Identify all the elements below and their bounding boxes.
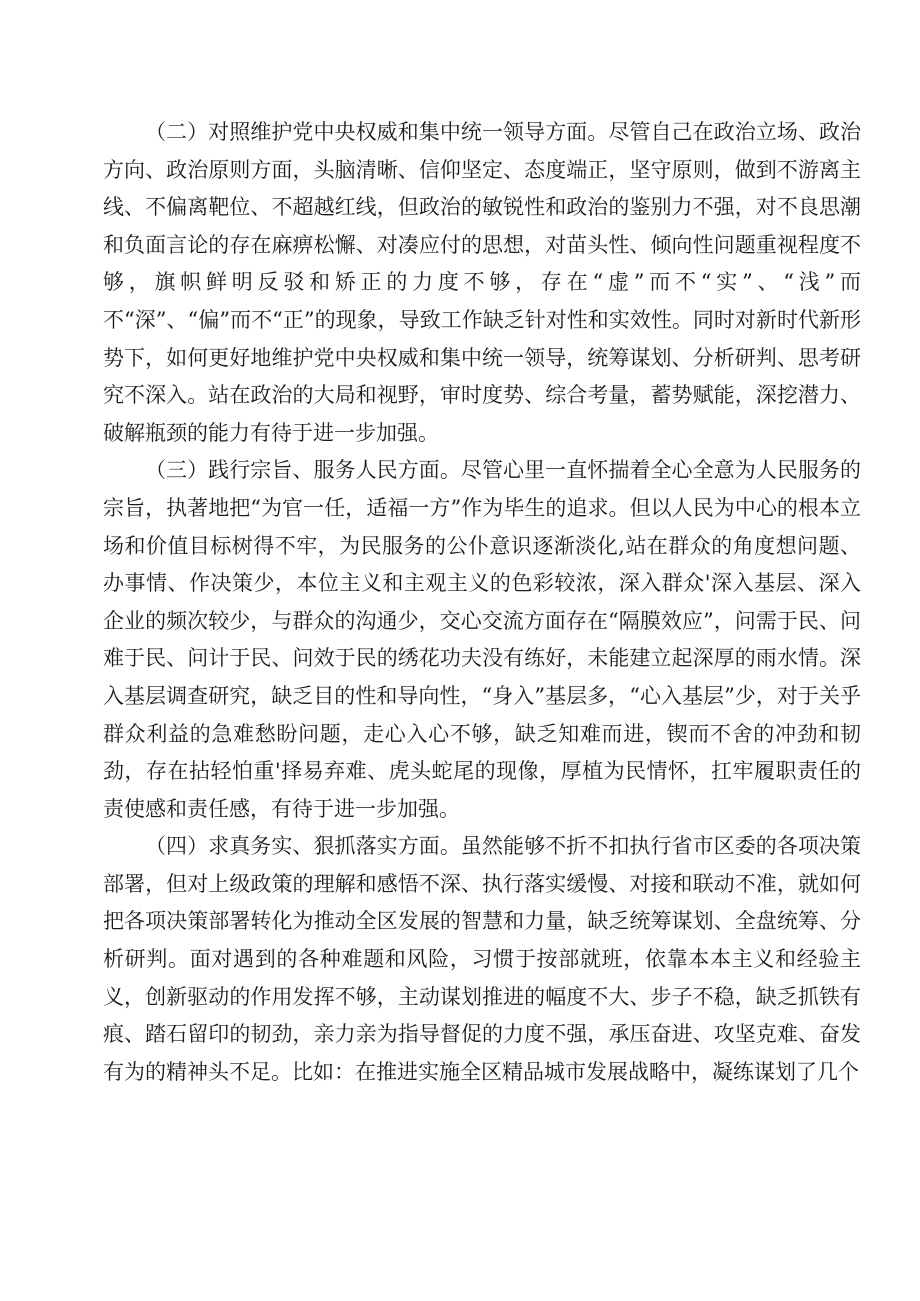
paragraph-section-3: （三）践行宗旨、服务人民方面。尽管心里一直怀揣着全心全意为人民服务的宗旨，执著地把“为官一任，适福一方”作为毕生的追求。但以人民为中心的根本立场和价值目标树得不牢，为民服务的公仆意识逐渐淡化,站在群众的角度想问题、办事情、作决策少，本位主义和主观主义的色彩较浓，深入群众'深入基层、深入企业的频次较少，与群众的沟通少，交心交流方面存在“隔膜效应”，问需于民、问难于民、问计于民、问效于民的绣花功夫没有练好，未能建立起深厚的雨水情。深入基层调查研究，缺乏目的性和导向性，“身入”基层多，“心入基层”少，对于关乎群众利益的急难愁盼问题，走心入心不够，缺乏知难而进，锲而不舍的冲劲和韧劲，存在拈轻怕重'择易弃难、虎头蛇尾的现像，厚植为民情怀，扛牢履职责任的责使感和责任感，有待于进一步加强。 [103, 458, 861, 821]
paragraph-section-4: （四）求真务实、狠抓落实方面。虽然能够不折不扣执行省市区委的各项决策部署，但对上级政策的理解和感悟不深、执行落实缓慢、对接和联动不准，就如何把各项决策部署转化为推动全区发展的智慧和力量，缺乏统筹谋划、全盘统筹、分析研判。面对遇到的各种难题和风险，习惯于按部就班，依靠本本主义和经验主义，创新驱动的作用发挥不够，主动谋划推进的幅度不大、步子不稳，缺乏抓铁有痕、踏石留印的韧劲，亲力亲为指导督促的力度不强，承压奋进、攻坚克难、奋发有为的精神头不足。比如：在推进实施全区精品城市发展战略中，凝练谋划了几个 [103, 834, 861, 1084]
paragraph-section-2: （二）对照维护党中央权威和集中统一领导方面。尽管自己在政治立场、政治方向、政治原则方面，头脑清晰、信仰坚定、态度端正，坚守原则，做到不游离主线、不偏离靶位、不超越红线，但政治的敏锐性和政治的鉴别力不强，对不良思潮和负面言论的存在麻痹松懈、对凑应付的思想，对苗头性、倾向性问题重视程度不够，旗帜鲜明反驳和矫正的力度不够，存在“虚”而不“实”、“浅”而不“深”、“偏”而不“正”的现象，导致工作缺乏针对性和实效性。同时对新时代新形势下，如何更好地维护党中央权威和集中统一领导，统筹谋划、分析研判、思考研究不深入。站在政治的大局和视野，审时度势、综合考量，蓄势赋能，深挖潜力、破解瓶颈的能力有待于进一步加强。 [103, 120, 861, 445]
document-body [103, 114, 861, 1091]
